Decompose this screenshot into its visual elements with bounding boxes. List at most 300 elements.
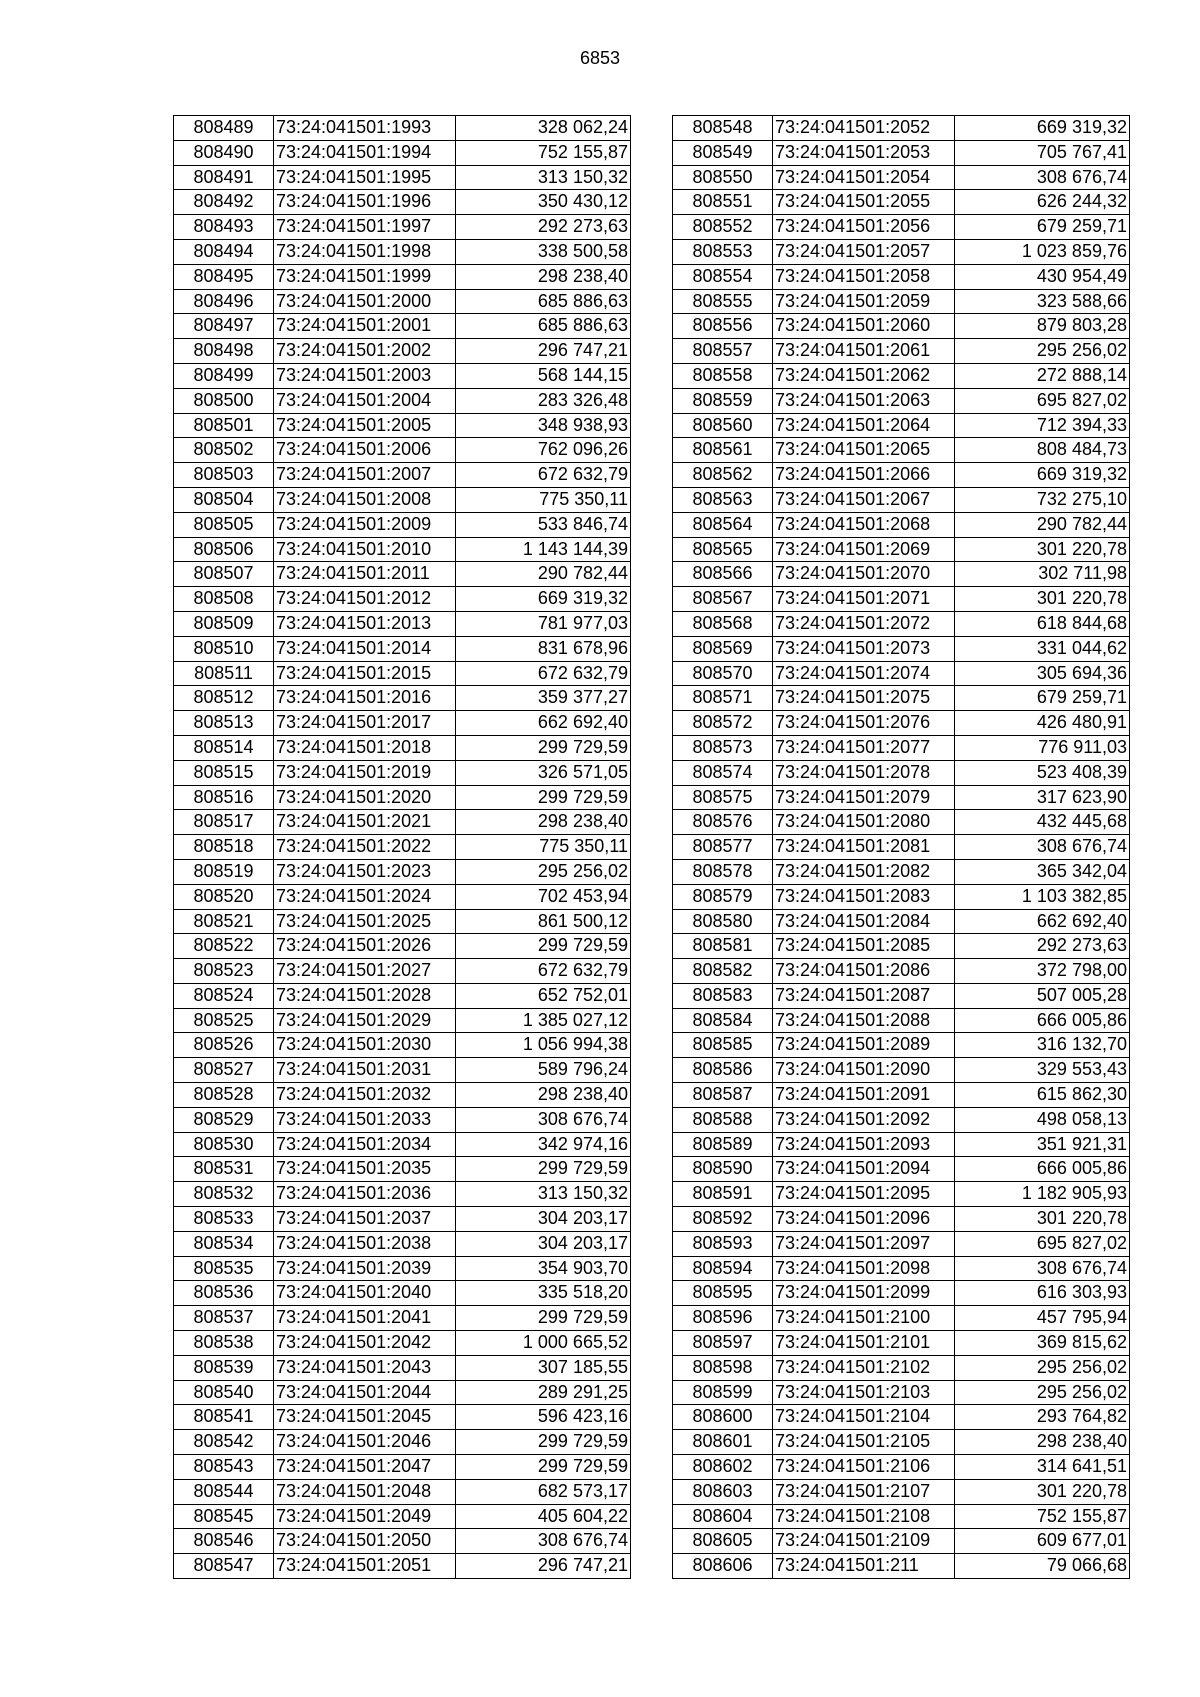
- cadastral-value-cell: 283 326,48: [456, 388, 631, 413]
- table-row: [673, 686, 1130, 711]
- cadastral-number-cell: 73:24:041501:2014: [274, 636, 456, 661]
- cadastral-number-cell: 73:24:041501:2075: [773, 686, 955, 711]
- cadastral-number-cell: 73:24:041501:2105: [773, 1430, 955, 1455]
- record-id-cell: 808567: [673, 587, 773, 612]
- record-id-cell: 808579: [673, 884, 773, 909]
- table-row: [174, 1132, 631, 1157]
- table-row: [174, 785, 631, 810]
- cadastral-number-cell: 73:24:041501:2005: [274, 413, 456, 438]
- cadastral-value-cell: 326 571,05: [456, 760, 631, 785]
- record-id-cell: 808492: [174, 190, 274, 215]
- record-id-cell: 808603: [673, 1479, 773, 1504]
- record-id-cell: 808599: [673, 1380, 773, 1405]
- cadastral-value-cell: 672 632,79: [456, 661, 631, 686]
- table-row: [673, 1504, 1130, 1529]
- table-row: [673, 760, 1130, 785]
- record-id-cell: 808520: [174, 884, 274, 909]
- cadastral-value-cell: 879 803,28: [955, 314, 1130, 339]
- cadastral-value-cell: 295 256,02: [456, 859, 631, 884]
- cadastral-value-cell: 313 150,32: [456, 165, 631, 190]
- cadastral-value-cell: 299 729,59: [456, 1306, 631, 1331]
- cadastral-number-cell: 73:24:041501:2093: [773, 1132, 955, 1157]
- cadastral-number-cell: 73:24:041501:2104: [773, 1405, 955, 1430]
- table-row: [174, 190, 631, 215]
- record-id-cell: 808546: [174, 1529, 274, 1554]
- cadastral-value-cell: 292 273,63: [955, 934, 1130, 959]
- cadastral-value-cell: 679 259,71: [955, 686, 1130, 711]
- table-row: [174, 1554, 631, 1579]
- record-id-cell: 808588: [673, 1107, 773, 1132]
- cadastral-number-cell: 73:24:041501:2063: [773, 388, 955, 413]
- table-row: [174, 339, 631, 364]
- cadastral-number-cell: 73:24:041501:2049: [274, 1504, 456, 1529]
- record-id-cell: 808547: [174, 1554, 274, 1579]
- cadastral-number-cell: 73:24:041501:2070: [773, 562, 955, 587]
- record-id-cell: 808521: [174, 909, 274, 934]
- table-row: [673, 735, 1130, 760]
- table-row: [673, 810, 1130, 835]
- table-row: [673, 884, 1130, 909]
- cadastral-value-cell: 316 132,70: [955, 1033, 1130, 1058]
- table-row: [673, 463, 1130, 488]
- table-row: [174, 463, 631, 488]
- cadastral-number-cell: 73:24:041501:2036: [274, 1182, 456, 1207]
- cadastral-value-cell: 615 862,30: [955, 1083, 1130, 1108]
- record-id-cell: 808503: [174, 463, 274, 488]
- table-row: [673, 983, 1130, 1008]
- record-id-cell: 808560: [673, 413, 773, 438]
- page-number: 6853: [579, 48, 621, 68]
- cadastral-value-cell: 299 729,59: [456, 1157, 631, 1182]
- table-row: [174, 165, 631, 190]
- cadastral-value-cell: 296 747,21: [456, 339, 631, 364]
- record-id-cell: 808511: [174, 661, 274, 686]
- cadastral-number-cell: 73:24:041501:1993: [274, 116, 456, 141]
- cadastral-number-cell: 73:24:041501:2078: [773, 760, 955, 785]
- record-id-cell: 808518: [174, 835, 274, 860]
- cadastral-value-cell: 292 273,63: [456, 215, 631, 240]
- record-id-cell: 808535: [174, 1256, 274, 1281]
- table-row: [174, 1355, 631, 1380]
- cadastral-value-cell: 507 005,28: [955, 983, 1130, 1008]
- cadastral-number-cell: 73:24:041501:2080: [773, 810, 955, 835]
- table-row: [174, 1306, 631, 1331]
- cadastral-value-cell: 775 350,11: [456, 835, 631, 860]
- cadastral-value-cell: 296 747,21: [456, 1554, 631, 1579]
- cadastral-value-cell: 331 044,62: [955, 636, 1130, 661]
- cadastral-value-cell: 314 641,51: [955, 1455, 1130, 1480]
- cadastral-number-cell: 73:24:041501:2042: [274, 1331, 456, 1356]
- table-row: [673, 1529, 1130, 1554]
- record-id-cell: 808558: [673, 363, 773, 388]
- cadastral-number-cell: 73:24:041501:2006: [274, 438, 456, 463]
- cadastral-number-cell: 73:24:041501:2056: [773, 215, 955, 240]
- cadastral-number-cell: 73:24:041501:2032: [274, 1083, 456, 1108]
- record-id-cell: 808583: [673, 983, 773, 1008]
- record-id-cell: 808600: [673, 1405, 773, 1430]
- table-row: [673, 116, 1130, 141]
- cadastral-value-cell: 662 692,40: [955, 909, 1130, 934]
- cadastral-number-cell: 73:24:041501:2017: [274, 711, 456, 736]
- cadastral-number-cell: 73:24:041501:2098: [773, 1256, 955, 1281]
- table-row: [174, 1380, 631, 1405]
- table-row: [673, 1479, 1130, 1504]
- record-id-cell: 808593: [673, 1231, 773, 1256]
- cadastral-number-cell: 73:24:041501:2027: [274, 959, 456, 984]
- cadastral-number-cell: 73:24:041501:2048: [274, 1479, 456, 1504]
- cadastral-value-cell: 1 056 994,38: [456, 1033, 631, 1058]
- cadastral-number-cell: 73:24:041501:2087: [773, 983, 955, 1008]
- cadastral-value-cell: 672 632,79: [456, 463, 631, 488]
- table-row: [673, 1405, 1130, 1430]
- cadastral-value-cell: 781 977,03: [456, 611, 631, 636]
- record-id-cell: 808582: [673, 959, 773, 984]
- table-row: [174, 215, 631, 240]
- cadastral-number-cell: 73:24:041501:2013: [274, 611, 456, 636]
- cadastral-number-cell: 73:24:041501:2051: [274, 1554, 456, 1579]
- cadastral-number-cell: 73:24:041501:2045: [274, 1405, 456, 1430]
- record-id-cell: 808502: [174, 438, 274, 463]
- table-row: [174, 810, 631, 835]
- cadastral-number-cell: 73:24:041501:2044: [274, 1380, 456, 1405]
- cadastral-number-cell: 73:24:041501:2052: [773, 116, 955, 141]
- cadastral-value-cell: 301 220,78: [955, 587, 1130, 612]
- cadastral-number-cell: 73:24:041501:2065: [773, 438, 955, 463]
- record-id-cell: 808555: [673, 289, 773, 314]
- cadastral-number-cell: 73:24:041501:2077: [773, 735, 955, 760]
- record-id-cell: 808564: [673, 512, 773, 537]
- cadastral-value-cell: 308 676,74: [955, 1256, 1130, 1281]
- cadastral-value-cell: 272 888,14: [955, 363, 1130, 388]
- table-row: [174, 1479, 631, 1504]
- record-id-cell: 808553: [673, 239, 773, 264]
- cadastral-value-cell: 732 275,10: [955, 487, 1130, 512]
- cadastral-value-cell: 666 005,86: [955, 1008, 1130, 1033]
- cadastral-value-cell: 372 798,00: [955, 959, 1130, 984]
- table-row: [174, 140, 631, 165]
- cadastral-value-cell: 702 453,94: [456, 884, 631, 909]
- cadastral-value-cell: 313 150,32: [456, 1182, 631, 1207]
- table-row: [673, 363, 1130, 388]
- record-id-cell: 808498: [174, 339, 274, 364]
- cadastral-value-cell: 308 676,74: [955, 835, 1130, 860]
- cadastral-value-cell: 359 377,27: [456, 686, 631, 711]
- cadastral-value-cell: 695 827,02: [955, 1231, 1130, 1256]
- cadastral-value-cell: 298 238,40: [955, 1430, 1130, 1455]
- record-id-cell: 808544: [174, 1479, 274, 1504]
- cadastral-number-cell: 73:24:041501:2000: [274, 289, 456, 314]
- table-row: [673, 339, 1130, 364]
- cadastral-value-cell: 351 921,31: [955, 1132, 1130, 1157]
- table-row: [174, 239, 631, 264]
- cadastral-number-cell: 73:24:041501:2082: [773, 859, 955, 884]
- record-id-cell: 808528: [174, 1083, 274, 1108]
- cadastral-number-cell: 73:24:041501:2099: [773, 1281, 955, 1306]
- cadastral-number-cell: 73:24:041501:2041: [274, 1306, 456, 1331]
- cadastral-number-cell: 73:24:041501:2054: [773, 165, 955, 190]
- table-row: [174, 884, 631, 909]
- cadastral-number-cell: 73:24:041501:2089: [773, 1033, 955, 1058]
- cadastral-number-cell: 73:24:041501:2023: [274, 859, 456, 884]
- table-row: [174, 1504, 631, 1529]
- record-id-cell: 808594: [673, 1256, 773, 1281]
- cadastral-value-cell: 298 238,40: [456, 264, 631, 289]
- table-row: [673, 587, 1130, 612]
- cadastral-number-cell: 73:24:041501:2081: [773, 835, 955, 860]
- table-row: [673, 314, 1130, 339]
- cadastral-number-cell: 73:24:041501:2073: [773, 636, 955, 661]
- table-row: [174, 1405, 631, 1430]
- cadastral-value-cell: 666 005,86: [955, 1157, 1130, 1182]
- cadastral-value-cell: 348 938,93: [456, 413, 631, 438]
- cadastral-number-cell: 73:24:041501:2084: [773, 909, 955, 934]
- table-row: [174, 909, 631, 934]
- table-row: [673, 1380, 1130, 1405]
- cadastral-value-cell: 808 484,73: [955, 438, 1130, 463]
- record-id-cell: 808496: [174, 289, 274, 314]
- cadastral-value-cell: 302 711,98: [955, 562, 1130, 587]
- table-row: [673, 512, 1130, 537]
- record-id-cell: 808589: [673, 1132, 773, 1157]
- cadastral-number-cell: 73:24:041501:2072: [773, 611, 955, 636]
- record-id-cell: 808531: [174, 1157, 274, 1182]
- cadastral-number-cell: 73:24:041501:2003: [274, 363, 456, 388]
- cadastral-number-cell: 73:24:041501:2038: [274, 1231, 456, 1256]
- cadastral-number-cell: 73:24:041501:2019: [274, 760, 456, 785]
- record-id-cell: 808575: [673, 785, 773, 810]
- table-row: [673, 239, 1130, 264]
- record-id-cell: 808566: [673, 562, 773, 587]
- cadastral-value-cell: 369 815,62: [955, 1331, 1130, 1356]
- table-row: [673, 215, 1130, 240]
- cadastral-number-cell: 73:24:041501:2024: [274, 884, 456, 909]
- cadastral-value-cell: 301 220,78: [955, 1207, 1130, 1232]
- cadastral-value-cell: 831 678,96: [456, 636, 631, 661]
- cadastral-number-cell: 73:24:041501:2011: [274, 562, 456, 587]
- record-id-cell: 808581: [673, 934, 773, 959]
- cadastral-number-cell: 73:24:041501:1998: [274, 239, 456, 264]
- record-id-cell: 808592: [673, 1207, 773, 1232]
- table-row: [174, 537, 631, 562]
- cadastral-number-cell: 73:24:041501:2004: [274, 388, 456, 413]
- record-id-cell: 808516: [174, 785, 274, 810]
- record-id-cell: 808523: [174, 959, 274, 984]
- cadastral-value-cell: 775 350,11: [456, 487, 631, 512]
- record-id-cell: 808590: [673, 1157, 773, 1182]
- record-id-cell: 808509: [174, 611, 274, 636]
- cadastral-value-cell: 618 844,68: [955, 611, 1130, 636]
- record-id-cell: 808493: [174, 215, 274, 240]
- table-row: [673, 1306, 1130, 1331]
- table-row: [673, 537, 1130, 562]
- record-id-cell: 808537: [174, 1306, 274, 1331]
- cadastral-number-cell: 73:24:041501:2101: [773, 1331, 955, 1356]
- cadastral-number-cell: 73:24:041501:211: [773, 1554, 955, 1579]
- record-id-cell: 808587: [673, 1083, 773, 1108]
- cadastral-number-cell: 73:24:041501:2086: [773, 959, 955, 984]
- table-row: [174, 1008, 631, 1033]
- cadastral-number-cell: 73:24:041501:1994: [274, 140, 456, 165]
- table-row: [174, 512, 631, 537]
- cadastral-value-cell: 298 238,40: [456, 1083, 631, 1108]
- table-row: [673, 487, 1130, 512]
- record-id-cell: 808510: [174, 636, 274, 661]
- cadastral-value-cell: 682 573,17: [456, 1479, 631, 1504]
- cadastral-value-cell: 290 782,44: [456, 562, 631, 587]
- table-row: [673, 1355, 1130, 1380]
- record-id-cell: 808586: [673, 1058, 773, 1083]
- table-row: [174, 686, 631, 711]
- cadastral-number-cell: 73:24:041501:2059: [773, 289, 955, 314]
- record-id-cell: 808499: [174, 363, 274, 388]
- record-id-cell: 808580: [673, 909, 773, 934]
- record-id-cell: 808514: [174, 735, 274, 760]
- record-id-cell: 808545: [174, 1504, 274, 1529]
- record-id-cell: 808559: [673, 388, 773, 413]
- cadastral-number-cell: 73:24:041501:2097: [773, 1231, 955, 1256]
- cadastral-number-cell: 73:24:041501:2022: [274, 835, 456, 860]
- table-row: [174, 363, 631, 388]
- cadastral-value-cell: 1 023 859,76: [955, 239, 1130, 264]
- record-id-cell: 808571: [673, 686, 773, 711]
- table-row: [673, 711, 1130, 736]
- table-row: [174, 1231, 631, 1256]
- cadastral-value-cell: 523 408,39: [955, 760, 1130, 785]
- cadastral-value-cell: 317 623,90: [955, 785, 1130, 810]
- cadastral-value-cell: 616 303,93: [955, 1281, 1130, 1306]
- record-id-cell: 808534: [174, 1231, 274, 1256]
- table-row: [673, 1455, 1130, 1480]
- cadastral-number-cell: 73:24:041501:2026: [274, 934, 456, 959]
- cadastral-number-cell: 73:24:041501:2107: [773, 1479, 955, 1504]
- record-id-cell: 808501: [174, 413, 274, 438]
- record-id-cell: 808601: [673, 1430, 773, 1455]
- cadastral-value-cell: 1 103 382,85: [955, 884, 1130, 909]
- cadastral-number-cell: 73:24:041501:2108: [773, 1504, 955, 1529]
- cadastral-value-cell: 298 238,40: [456, 810, 631, 835]
- cadastral-number-cell: 73:24:041501:2035: [274, 1157, 456, 1182]
- table-row: [174, 959, 631, 984]
- cadastral-number-cell: 73:24:041501:2060: [773, 314, 955, 339]
- record-id-cell: 808505: [174, 512, 274, 537]
- cadastral-number-cell: 73:24:041501:2033: [274, 1107, 456, 1132]
- cadastral-value-cell: 662 692,40: [456, 711, 631, 736]
- cadastral-value-cell: 365 342,04: [955, 859, 1130, 884]
- record-id-cell: 808550: [673, 165, 773, 190]
- cadastral-value-cell: 752 155,87: [456, 140, 631, 165]
- table-row: [673, 264, 1130, 289]
- cadastral-number-cell: 73:24:041501:2020: [274, 785, 456, 810]
- cadastral-number-cell: 73:24:041501:2085: [773, 934, 955, 959]
- cadastral-number-cell: 73:24:041501:2009: [274, 512, 456, 537]
- table-row: [174, 835, 631, 860]
- cadastral-value-cell: 1 385 027,12: [456, 1008, 631, 1033]
- cadastral-value-cell: 354 903,70: [456, 1256, 631, 1281]
- cadastral-number-cell: 73:24:041501:2055: [773, 190, 955, 215]
- cadastral-number-cell: 73:24:041501:2076: [773, 711, 955, 736]
- table-row: [673, 611, 1130, 636]
- table-row: [174, 1256, 631, 1281]
- cadastral-value-cell: 430 954,49: [955, 264, 1130, 289]
- cadastral-value-cell: 498 058,13: [955, 1107, 1130, 1132]
- cadastral-value-cell: 426 480,91: [955, 711, 1130, 736]
- record-id-cell: 808540: [174, 1380, 274, 1405]
- cadastral-number-cell: 73:24:041501:2040: [274, 1281, 456, 1306]
- cadastral-number-cell: 73:24:041501:2010: [274, 537, 456, 562]
- cadastral-value-cell: 679 259,71: [955, 215, 1130, 240]
- cadastral-value-cell: 685 886,63: [456, 314, 631, 339]
- table-row: [174, 611, 631, 636]
- cadastral-number-cell: 73:24:041501:2018: [274, 735, 456, 760]
- table-row: [673, 562, 1130, 587]
- cadastral-number-cell: 73:24:041501:2037: [274, 1207, 456, 1232]
- table-row: [673, 909, 1130, 934]
- cadastral-number-cell: 73:24:041501:2043: [274, 1355, 456, 1380]
- cadastral-number-cell: 73:24:041501:2074: [773, 661, 955, 686]
- table-row: [673, 1107, 1130, 1132]
- cadastral-value-cell: 295 256,02: [955, 339, 1130, 364]
- record-id-cell: 808542: [174, 1430, 274, 1455]
- cadastral-number-cell: 73:24:041501:2067: [773, 487, 955, 512]
- record-id-cell: 808591: [673, 1182, 773, 1207]
- cadastral-number-cell: 73:24:041501:2103: [773, 1380, 955, 1405]
- record-id-cell: 808551: [673, 190, 773, 215]
- cadastral-number-cell: 73:24:041501:2047: [274, 1455, 456, 1480]
- record-id-cell: 808532: [174, 1182, 274, 1207]
- table-row: [673, 165, 1130, 190]
- cadastral-number-cell: 73:24:041501:2028: [274, 983, 456, 1008]
- cadastral-number-cell: 73:24:041501:2091: [773, 1083, 955, 1108]
- cadastral-number-cell: 73:24:041501:2001: [274, 314, 456, 339]
- cadastral-number-cell: 73:24:041501:1995: [274, 165, 456, 190]
- cadastral-value-cell: 290 782,44: [955, 512, 1130, 537]
- record-id-cell: 808606: [673, 1554, 773, 1579]
- table-row: [673, 934, 1130, 959]
- table-row: [673, 1281, 1130, 1306]
- cadastral-number-cell: 73:24:041501:2007: [274, 463, 456, 488]
- table-row: [174, 1107, 631, 1132]
- record-id-cell: 808538: [174, 1331, 274, 1356]
- record-id-cell: 808604: [673, 1504, 773, 1529]
- table-row: [174, 760, 631, 785]
- table-row: [673, 1231, 1130, 1256]
- record-id-cell: 808504: [174, 487, 274, 512]
- record-id-cell: 808554: [673, 264, 773, 289]
- cadastral-number-cell: 73:24:041501:1997: [274, 215, 456, 240]
- cadastral-number-cell: 73:24:041501:2088: [773, 1008, 955, 1033]
- right-table: [672, 115, 1130, 1579]
- record-id-cell: 808598: [673, 1355, 773, 1380]
- record-id-cell: 808569: [673, 636, 773, 661]
- cadastral-number-cell: 73:24:041501:2057: [773, 239, 955, 264]
- record-id-cell: 808584: [673, 1008, 773, 1033]
- cadastral-value-cell: 295 256,02: [955, 1355, 1130, 1380]
- cadastral-number-cell: 73:24:041501:2083: [773, 884, 955, 909]
- cadastral-number-cell: 73:24:041501:2069: [773, 537, 955, 562]
- record-id-cell: 808541: [174, 1405, 274, 1430]
- record-id-cell: 808595: [673, 1281, 773, 1306]
- record-id-cell: 808536: [174, 1281, 274, 1306]
- cadastral-number-cell: 73:24:041501:2029: [274, 1008, 456, 1033]
- cadastral-value-cell: 712 394,33: [955, 413, 1130, 438]
- cadastral-value-cell: 305 694,36: [955, 661, 1130, 686]
- table-row: [673, 1008, 1130, 1033]
- table-row: [673, 636, 1130, 661]
- record-id-cell: 808562: [673, 463, 773, 488]
- record-id-cell: 808490: [174, 140, 274, 165]
- cadastral-value-cell: 568 144,15: [456, 363, 631, 388]
- cadastral-number-cell: 73:24:041501:2021: [274, 810, 456, 835]
